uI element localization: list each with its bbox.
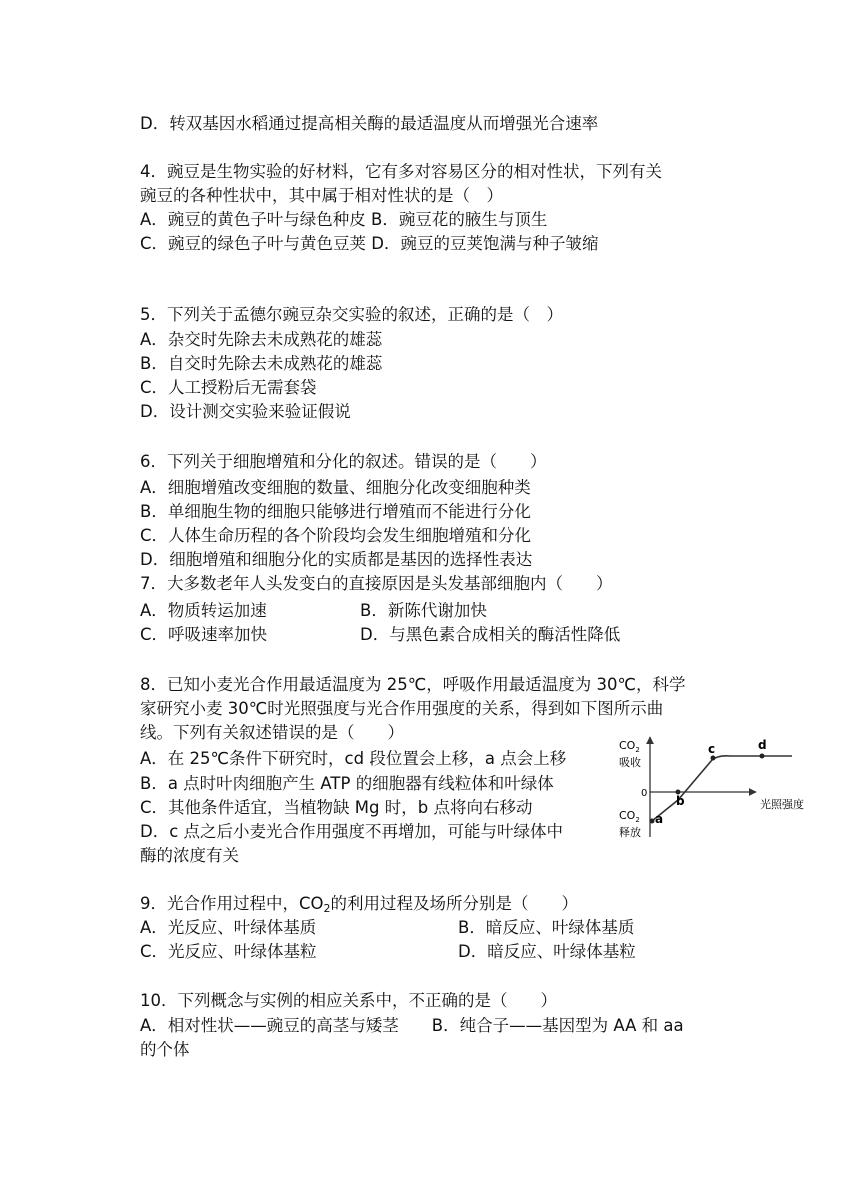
- q7-option-b: B．新陈代谢加快: [360, 601, 487, 620]
- q4-options-cd: C．豌豆的绿色子叶与黄色豆荚 D．豌豆的豆荚饱满与种子皱缩: [140, 234, 599, 253]
- q8-option-a: A．在 25℃条件下研究时，cd 段位置会上移，a 点会上移: [140, 749, 567, 768]
- q7-options-cd: [140, 625, 621, 645]
- point-d: [760, 754, 765, 759]
- point-a: [650, 819, 655, 824]
- q9-option-c: C．光反应、叶绿体基粒: [140, 942, 317, 961]
- q7-option-c: C．呼吸速率加快: [140, 625, 268, 644]
- label-a: a: [655, 812, 664, 826]
- y-label-absorb: 吸收: [619, 756, 641, 769]
- q7-options-ab: [140, 601, 487, 621]
- label-b: b: [676, 794, 685, 808]
- q5-option-b: B．自交时先除去未成熟花的雄蕊: [140, 354, 383, 373]
- q9-option-d: D．暗反应、叶绿体基粒: [458, 942, 636, 961]
- q5-option-a: A．杂交时先除去未成熟花的雄蕊: [140, 330, 383, 349]
- q9-stem: 9．光合作用过程中，$CO_2$的利用过程及场所分别是（ ）: [140, 894, 579, 915]
- q8-option-b: B．a 点时叶肉细胞产生 ATP 的细胞器有线粒体和叶绿体: [140, 774, 554, 793]
- q5-option-c: C．人工授粉后无需套袋: [140, 378, 317, 397]
- q10-options-ab: A．相对性状——豌豆的高茎与矮茎 B．纯合子——基因型为 AA 和 aa: [140, 1016, 684, 1035]
- y-label-top-co2: $CO_2$: [619, 739, 640, 754]
- label-c: c: [708, 742, 716, 756]
- q8-option-d-line1: D．c 点之后小麦光合作用强度不再增加，可能与叶绿体中: [140, 822, 564, 841]
- q8-stem-line1: 8．已知小麦光合作用最适温度为 25℃，呼吸作用最适温度为 30℃，科学: [140, 675, 686, 694]
- q9-option-a: A．光反应、叶绿体基质: [140, 918, 317, 937]
- q6-option-d: D．细胞增殖和细胞分化的实质都是基因的选择性表达: [140, 550, 533, 569]
- q10-options-continuation: 的个体: [140, 1040, 190, 1059]
- q6-option-b: B．单细胞生物的细胞只能够进行增殖而不能进行分化: [140, 502, 531, 521]
- q9-options-ab: [140, 918, 635, 938]
- photosynthesis-curve: [652, 756, 792, 821]
- q5-option-d: D．设计测交实验来验证假说: [140, 402, 351, 421]
- y-label-zero: 0: [641, 788, 648, 799]
- q6-stem: 6．下列关于细胞增殖和分化的叙述。错误的是（ ）: [140, 452, 547, 471]
- q6-option-c: C．人体生命历程的各个阶段均会发生细胞增殖和分化: [140, 526, 532, 545]
- q5-stem: 5．下列关于孟德尔豌豆杂交实验的叙述，正确的是（ ）: [140, 305, 563, 324]
- point-c: [711, 756, 716, 761]
- q4-stem-line1: 4．豌豆是生物实验的好材料，它有多对容易区分的相对性状，下列有关: [140, 162, 662, 181]
- q8-option-d-line2: 酶的浓度有关: [140, 846, 239, 865]
- label-d: d: [758, 738, 767, 752]
- q4-options-ab: A．豌豆的黄色子叶与绿色种皮 B．豌豆花的腋生与顶生: [140, 210, 548, 229]
- q7-option-a: A．物质转运加速: [140, 601, 267, 620]
- q8-stem-line3: 线。下列有关叙述错误的是（ ）: [140, 723, 404, 742]
- q3-option-d: D．转双基因水稻通过提高相关酶的最适温度从而增强光合速率: [140, 114, 599, 133]
- q9-options-cd: [140, 942, 636, 962]
- q8-light-photosynthesis-graph: [612, 733, 822, 843]
- q7-option-d: D．与黑色素合成相关的酶活性降低: [360, 625, 621, 644]
- q8-stem-line2: 家研究小麦 30℃时光照强度与光合作用强度的关系，得到如下图所示曲: [140, 699, 664, 718]
- q4-stem-line2: 豌豆的各种性状中，其中属于相对性状的是（ ）: [140, 186, 503, 205]
- q10-stem: 10．下列概念与实例的相应关系中，不正确的是（ ）: [140, 991, 557, 1010]
- y-label-bottom-co2: $CO_2$: [619, 809, 640, 824]
- q7-stem: 7．大多数老年人头发变白的直接原因是头发基部细胞内（ ）: [140, 574, 613, 593]
- q6-option-a: A．细胞增殖改变细胞的数量、细胞分化改变细胞种类: [140, 478, 531, 497]
- q8-option-c: C．其他条件适宜，当植物缺 Mg 时，b 点将向右移动: [140, 798, 533, 817]
- q9-option-b: B．暗反应、叶绿体基质: [458, 918, 635, 937]
- x-axis-label: 光照强度: [760, 798, 804, 811]
- y-label-release: 释放: [619, 826, 641, 839]
